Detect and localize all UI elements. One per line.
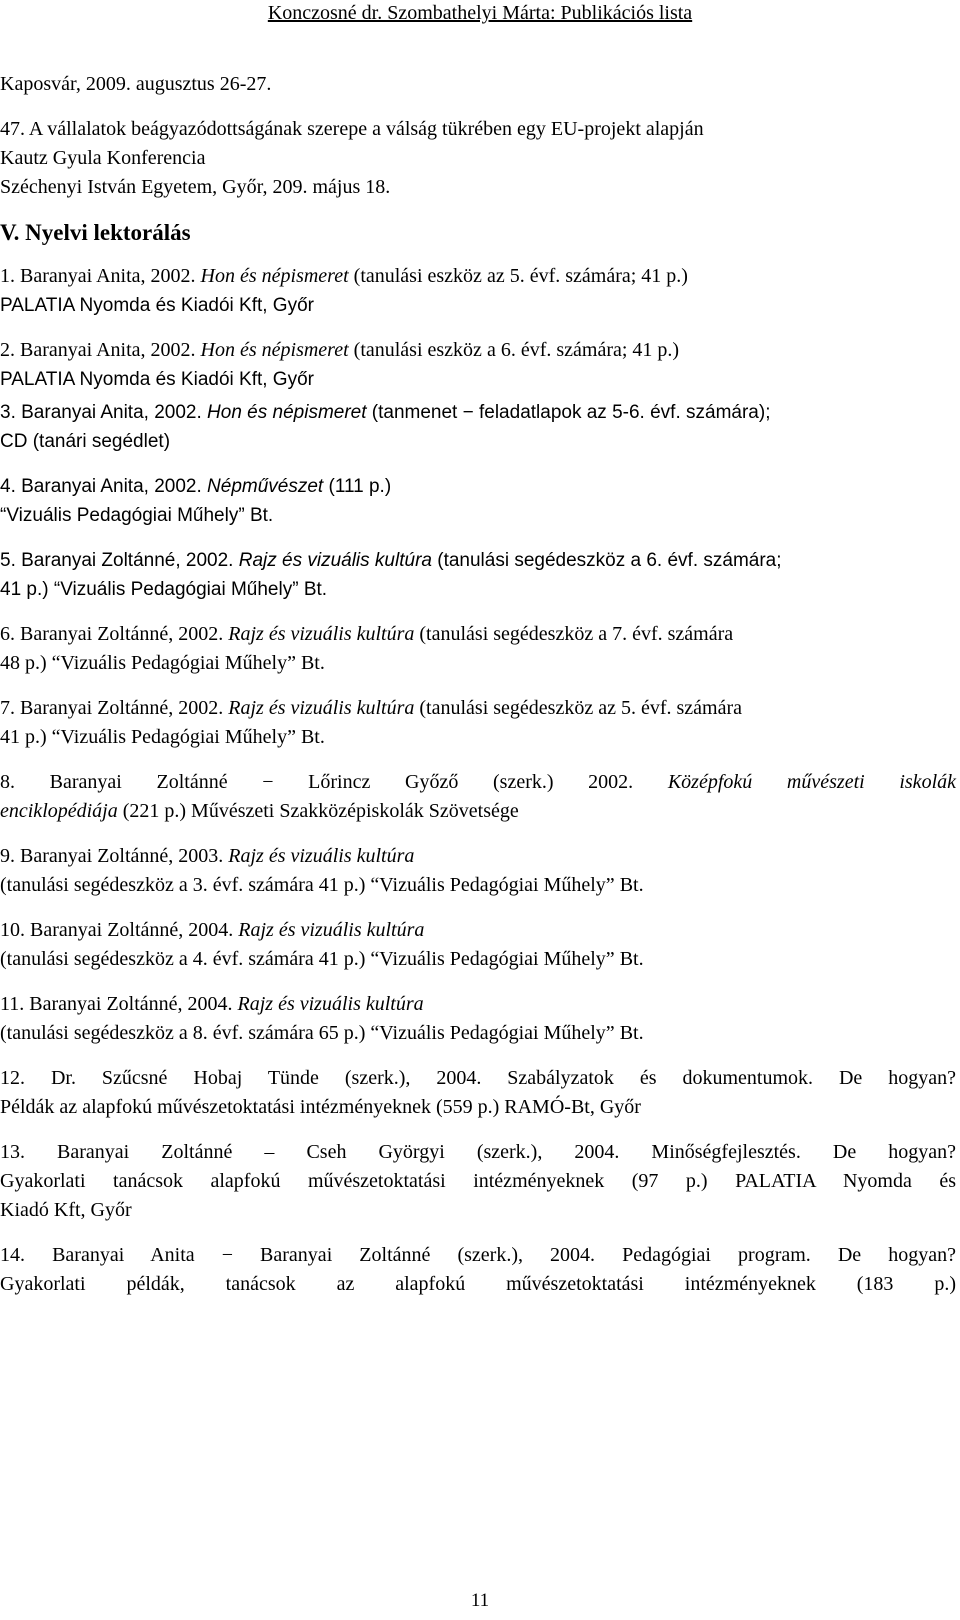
header-title: Konczosné dr. Szombathelyi Márta: Publikációs lista	[267, 2, 693, 24]
entry-title: Rajz és vizuális kultúra	[238, 919, 425, 941]
item-47-line-1: 47. A vállalatok beágyazódottságának szerepe a válság tükrében egy EU-projekt alapján	[0, 118, 704, 140]
entry-13: 13. Baranyai Zoltánné – Cseh Györgyi (szerk.), 2004. Minőségfejlesztés. De hogyan? Gyakorlati tanácsok alapfokú művészetoktatási intézményeknek (97 p.) PALATIA Nyomda és Kiadó Kft, Győr	[0, 1141, 956, 1221]
item-47-line-2: Kautz Gyula Konferencia	[0, 147, 206, 169]
page-header	[0, 0, 960, 25]
entry-11: 11. Baranyai Zoltánné, 2004. Rajz és vizuális kultúra (tanulási segédeszköz a 8. évf. számára 65 p.) “Vizuális Pedagógiai Műhely” Bt.	[0, 993, 644, 1044]
entry-12: 12. Dr. Szűcsné Hobaj Tünde (szerk.), 2004. Szabályzatok és dokumentumok. De hogyan? Példák az alapfokú művészetoktatási intézményeknek (559 p.) RAMÓ-Bt, Győr	[0, 1067, 956, 1118]
item-47	[0, 115, 956, 202]
entry-1: 1. Baranyai Anita, 2002. Hon és népismeret (tanulási eszköz az 5. évf. számára; 41 p.) PALATIA Nyomda és Kiadói Kft, Győr	[0, 265, 688, 316]
entry-8: 8. Baranyai Zoltánné − Lőrincz Győző (szerk.) 2002. Középfokú művészeti iskolák enciklopédiája (221 p.) Művészeti Szakközépiskolák Szövetsége	[0, 771, 956, 822]
entry-4: 4. Baranyai Anita, 2002. Népművészet (111 p.) “Vizuális Pedagógiai Műhely” Bt.	[0, 476, 392, 526]
entry-10: 10. Baranyai Zoltánné, 2004. Rajz és vizuális kultúra (tanulási segédeszköz a 4. évf. számára 41 p.) “Vizuális Pedagógiai Műhely” Bt.	[0, 919, 644, 970]
entry-title: Hon és népismeret	[207, 402, 367, 423]
entry-14: 14. Baranyai Anita − Baranyai Zoltánné (szerk.), 2004. Pedagógiai program. De hogyan? Gyakorlati példák, tanácsok az alapfokú művészetoktatási intézményeknek (183 p.)	[0, 1244, 956, 1295]
item-47-line-3: Széchenyi István Egyetem, Győr, 209. május 18.	[0, 176, 391, 198]
entry-title: Rajz és vizuális kultúra	[228, 845, 415, 867]
entry-title: Középfokú művészeti iskolák	[667, 771, 956, 793]
entry-title: Népművészet	[207, 476, 324, 497]
entry-5: 5. Baranyai Zoltánné, 2002. Rajz és vizuális kultúra (tanulási segédeszköz a 6. évf. számára; 41 p.) “Vizuális Pedagógiai Műhely” Bt.	[0, 550, 782, 600]
entry-title: Hon és népismeret	[200, 339, 349, 361]
entry-2: 2. Baranyai Anita, 2002. Hon és népismeret (tanulási eszköz a 6. évf. számára; 41 p.) PALATIA Nyomda és Kiadói Kft, Győr	[0, 339, 680, 390]
entry-title: Rajz és vizuális kultúra	[228, 623, 415, 645]
entry-3: 3. Baranyai Anita, 2002. Hon és népismeret (tanmenet − feladatlapok az 5-6. évf. számára); CD (tanári segédlet)	[0, 402, 771, 452]
entry-6: 6. Baranyai Zoltánné, 2002. Rajz és vizuális kultúra (tanulási segédeszköz a 7. évf. számára 48 p.) “Vizuális Pedagógiai Műhely” Bt.	[0, 623, 734, 674]
entry-title: Rajz és vizuális kultúra	[237, 993, 424, 1015]
entry-title: Hon és népismeret	[200, 265, 349, 287]
entry-9: 9. Baranyai Zoltánné, 2003. Rajz és vizuális kultúra (tanulási segédeszköz a 3. évf. számára 41 p.) “Vizuális Pedagógiai Műhely” Bt.	[0, 845, 644, 896]
entry-title-cont: enciklopédiája	[0, 800, 118, 822]
entry-title: Rajz és vizuális kultúra	[238, 550, 432, 571]
section-heading: V. Nyelvi lektorálás	[0, 220, 191, 245]
document-body	[0, 70, 956, 1315]
entry-7: 7. Baranyai Zoltánné, 2002. Rajz és vizuális kultúra (tanulási segédeszköz az 5. évf. számára 41 p.) “Vizuális Pedagógiai Műhely” Bt.	[0, 697, 743, 748]
item-46-tail: Kaposvár, 2009. augusztus 26-27.	[0, 73, 272, 95]
entry-title: Rajz és vizuális kultúra	[228, 697, 415, 719]
page-number: 11	[470, 1590, 490, 1611]
